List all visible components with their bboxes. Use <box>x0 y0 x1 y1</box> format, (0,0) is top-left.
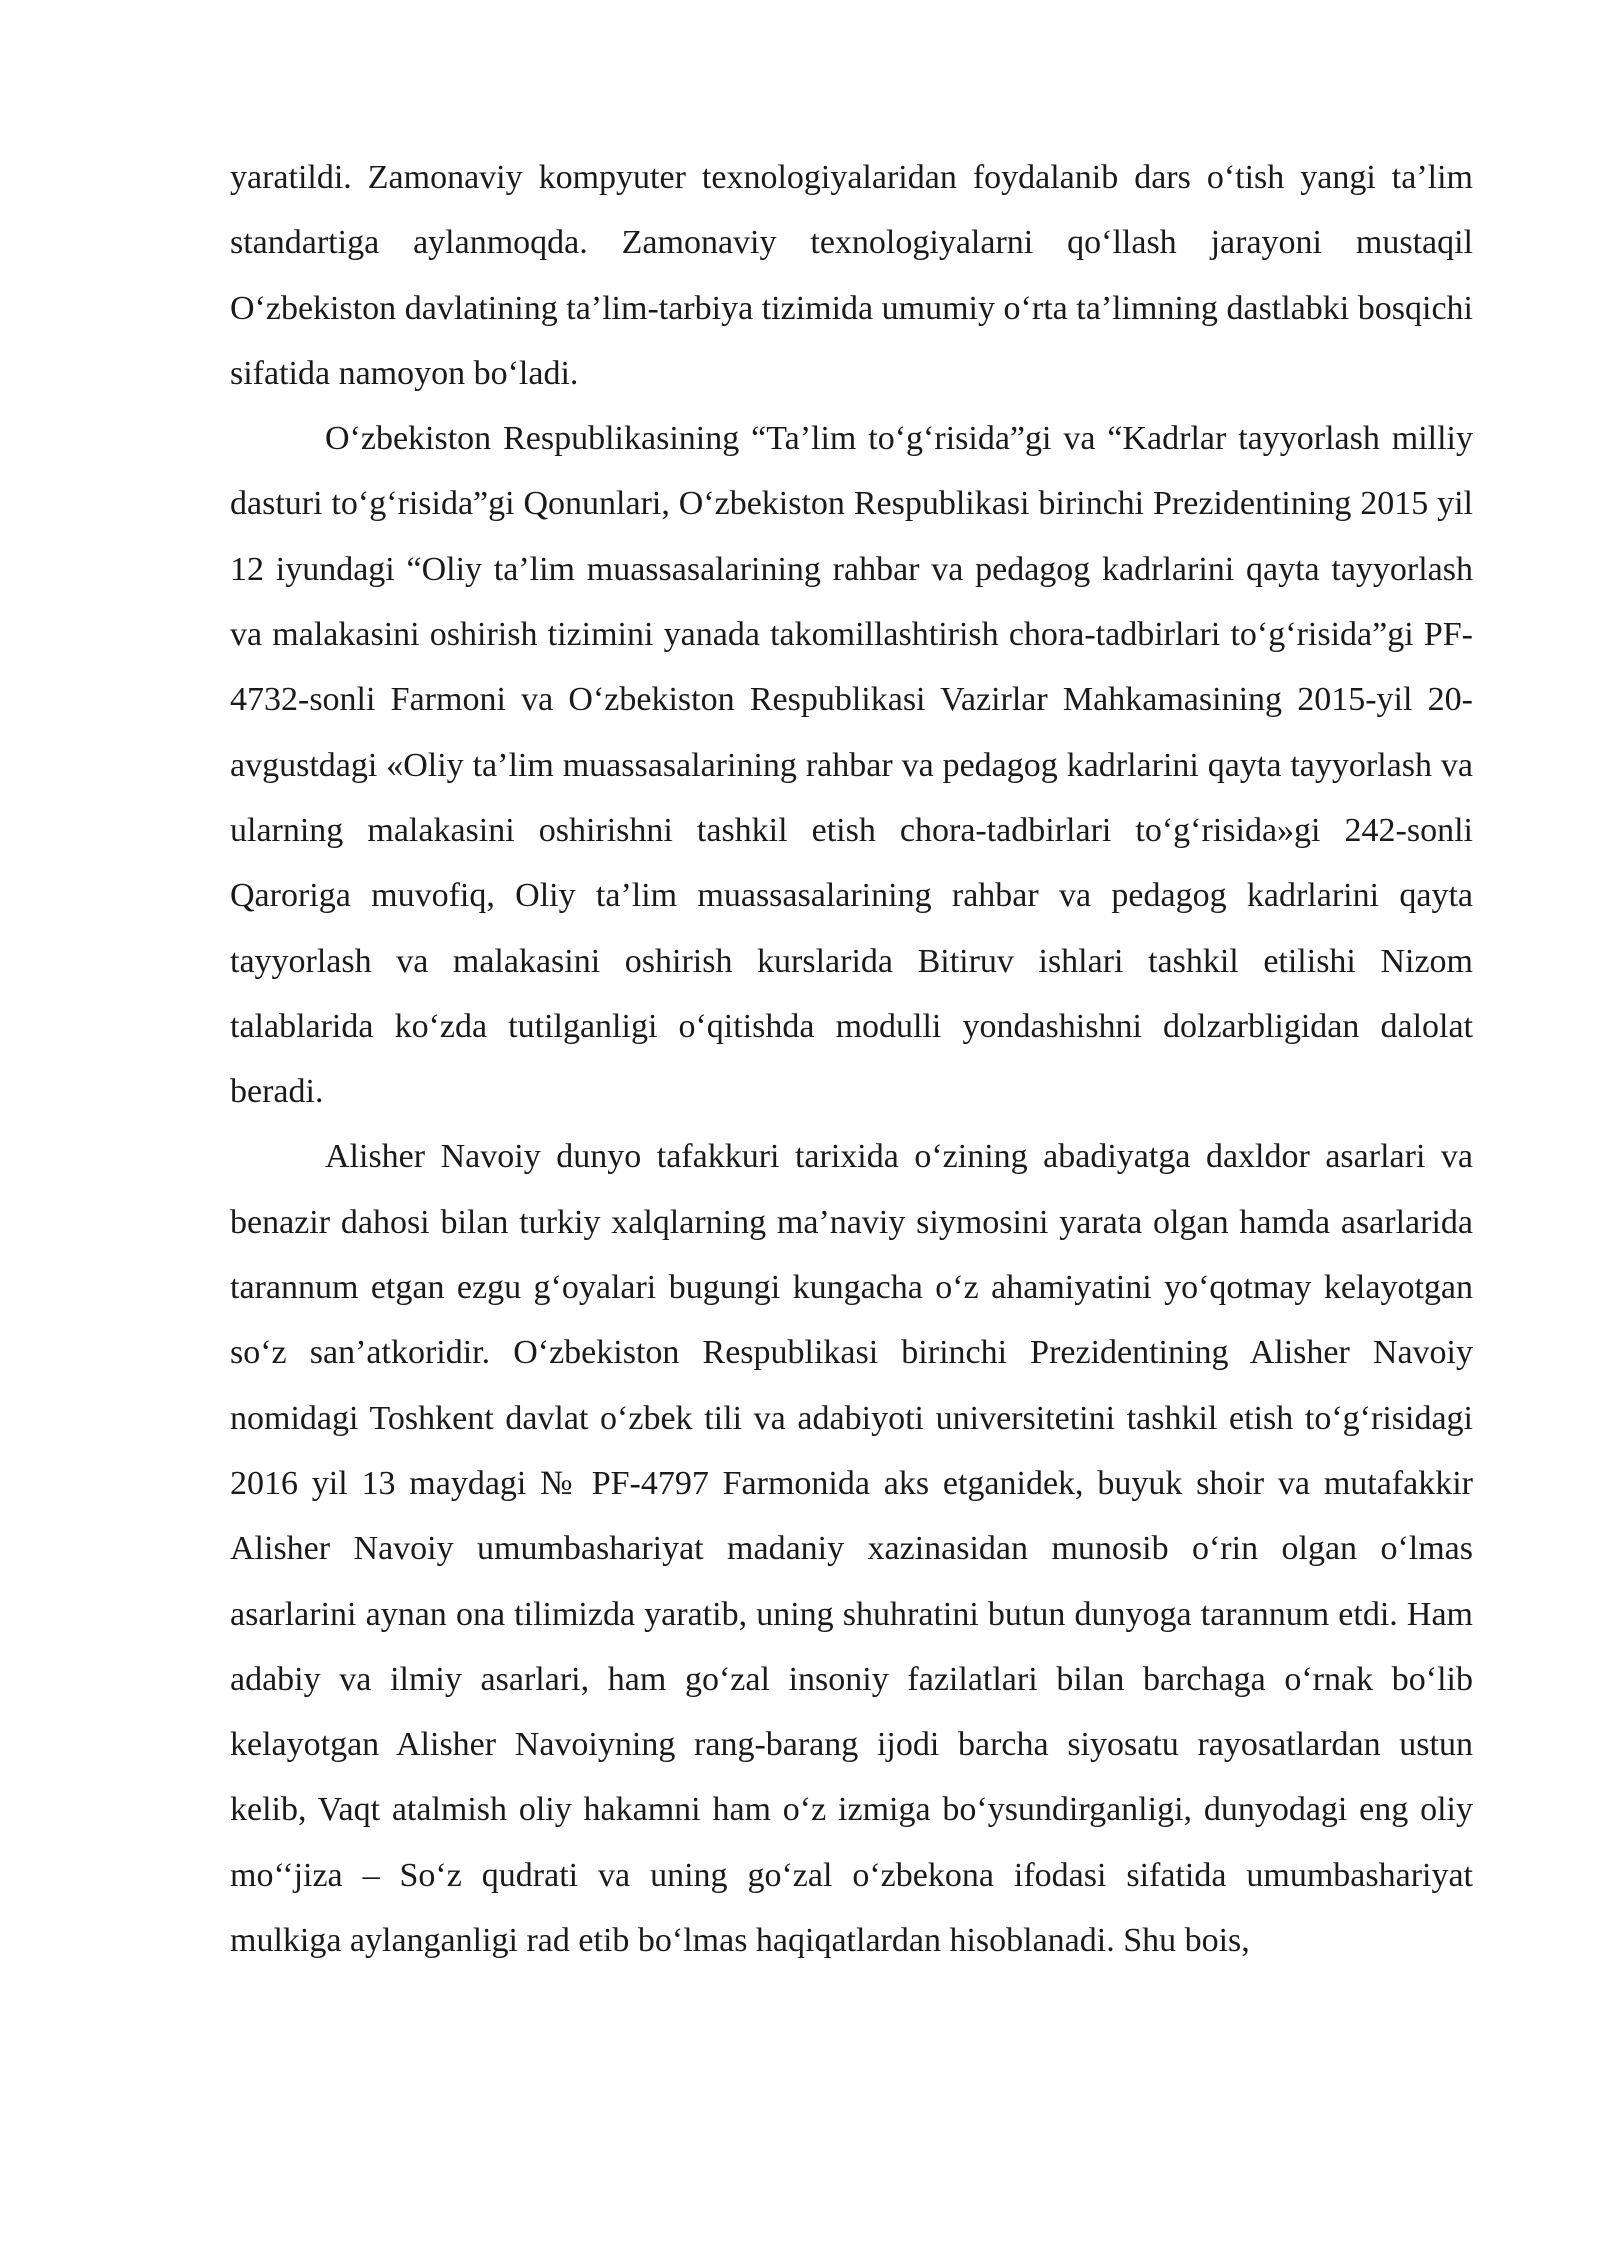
paragraph-alisher-navoiy: Alisher Navoiy dunyo tafakkuri tarixida o‘zining abadiyatga daxldor asarlari va benazir dahosi bilan turkiy xalqlarning ma’naviy siymosini yarata olgan hamda asarlarida tarannum etgan ezgu g‘oyalari bugungi kungacha o‘z ahamiyatini yo‘qotmay kelayotgan so‘z san’atkoridir. O‘zbekiston Respublikasi birinchi Prezidentining Alisher Navoiy nomidagi Toshkent davlat o‘zbek tili va adabiyoti universitetini tashkil etish to‘g‘risidagi 2016 yil 13 maydagi № PF-4797 Farmonida aks etganidek, buyuk shoir va mutafakkir Alisher Navoiy umumbashariyat madaniy xazinasidan munosib o‘rin olgan o‘lmas asarlarini aynan ona tilimizda yaratib, uning shuhratini butun dunyoga tarannum etdi. Ham adabiy va ilmiy asarlari, ham go‘zal insoniy fazilatlari bilan barchaga o‘rnak bo‘lib kelayotgan Alisher Navoiyning rang-barang ijodi barcha siyosatu rayosatlardan ustun kelib, Vaqt atalmish oliy hakamni ham o‘z izmiga bo‘ysundirganligi, dunyodagi eng oliy mo‘‘jiza – So‘z qudrati va uning go‘zal o‘zbekona ifodasi sifatida umumbashariyat mulkiga aylanganligi rad etib bo‘lmas haqiqatlardan hisoblanadi. Shu bois, <box>230 1138 1473 1960</box>
body-text <box>230 145 1473 1973</box>
paragraph-legal-basis: O‘zbekiston Respublikasining “Ta’lim to‘g‘risida”gi va “Kadrlar tayyorlash milliy dasturi to‘g‘risida”gi Qonunlari, O‘zbekiston Respublikasi birinchi Prezidentining 2015 yil 12 iyundagi “Oliy ta’lim muassasalarining rahbar va pedagog kadrlarini qayta tayyorlash va malakasini oshirish tizimini yanada takomillashtirish chora-tadbirlari to‘g‘risida”gi PF-4732-sonli Farmoni va O‘zbekiston Respublikasi Vazirlar Mahkamasining 2015-yil 20-avgustdagi «Oliy ta’lim muassasalarining rahbar va pedagog kadrlarini qayta tayyorlash va ularning malakasini oshirishni tashkil etish chora-tadbirlari to‘g‘risida»gi 242-sonli Qaroriga muvofiq, Oliy ta’lim muassasalarining rahbar va pedagog kadrlarini qayta tayyorlash va malakasini oshirish kurslarida Bitiruv ishlari tashkil etilishi Nizom talablarida ko‘zda tutilganligi o‘qitishda modulli yondashishni dolzarbligidan dalolat beradi. <box>230 420 1473 1111</box>
paragraph-continuation: yaratildi. Zamonaviy kompyuter texnologiyalaridan foydalanib dars o‘tish yangi ta’lim standartiga aylanmoqda. Zamonaviy texnologiyalarni qo‘llash jarayoni mustaqil O‘zbekiston davlatining ta’lim-tarbiya tizimida umumiy o‘rta ta’limning dastlabki bosqichi sifatida namoyon bo‘ladi. <box>230 159 1473 392</box>
